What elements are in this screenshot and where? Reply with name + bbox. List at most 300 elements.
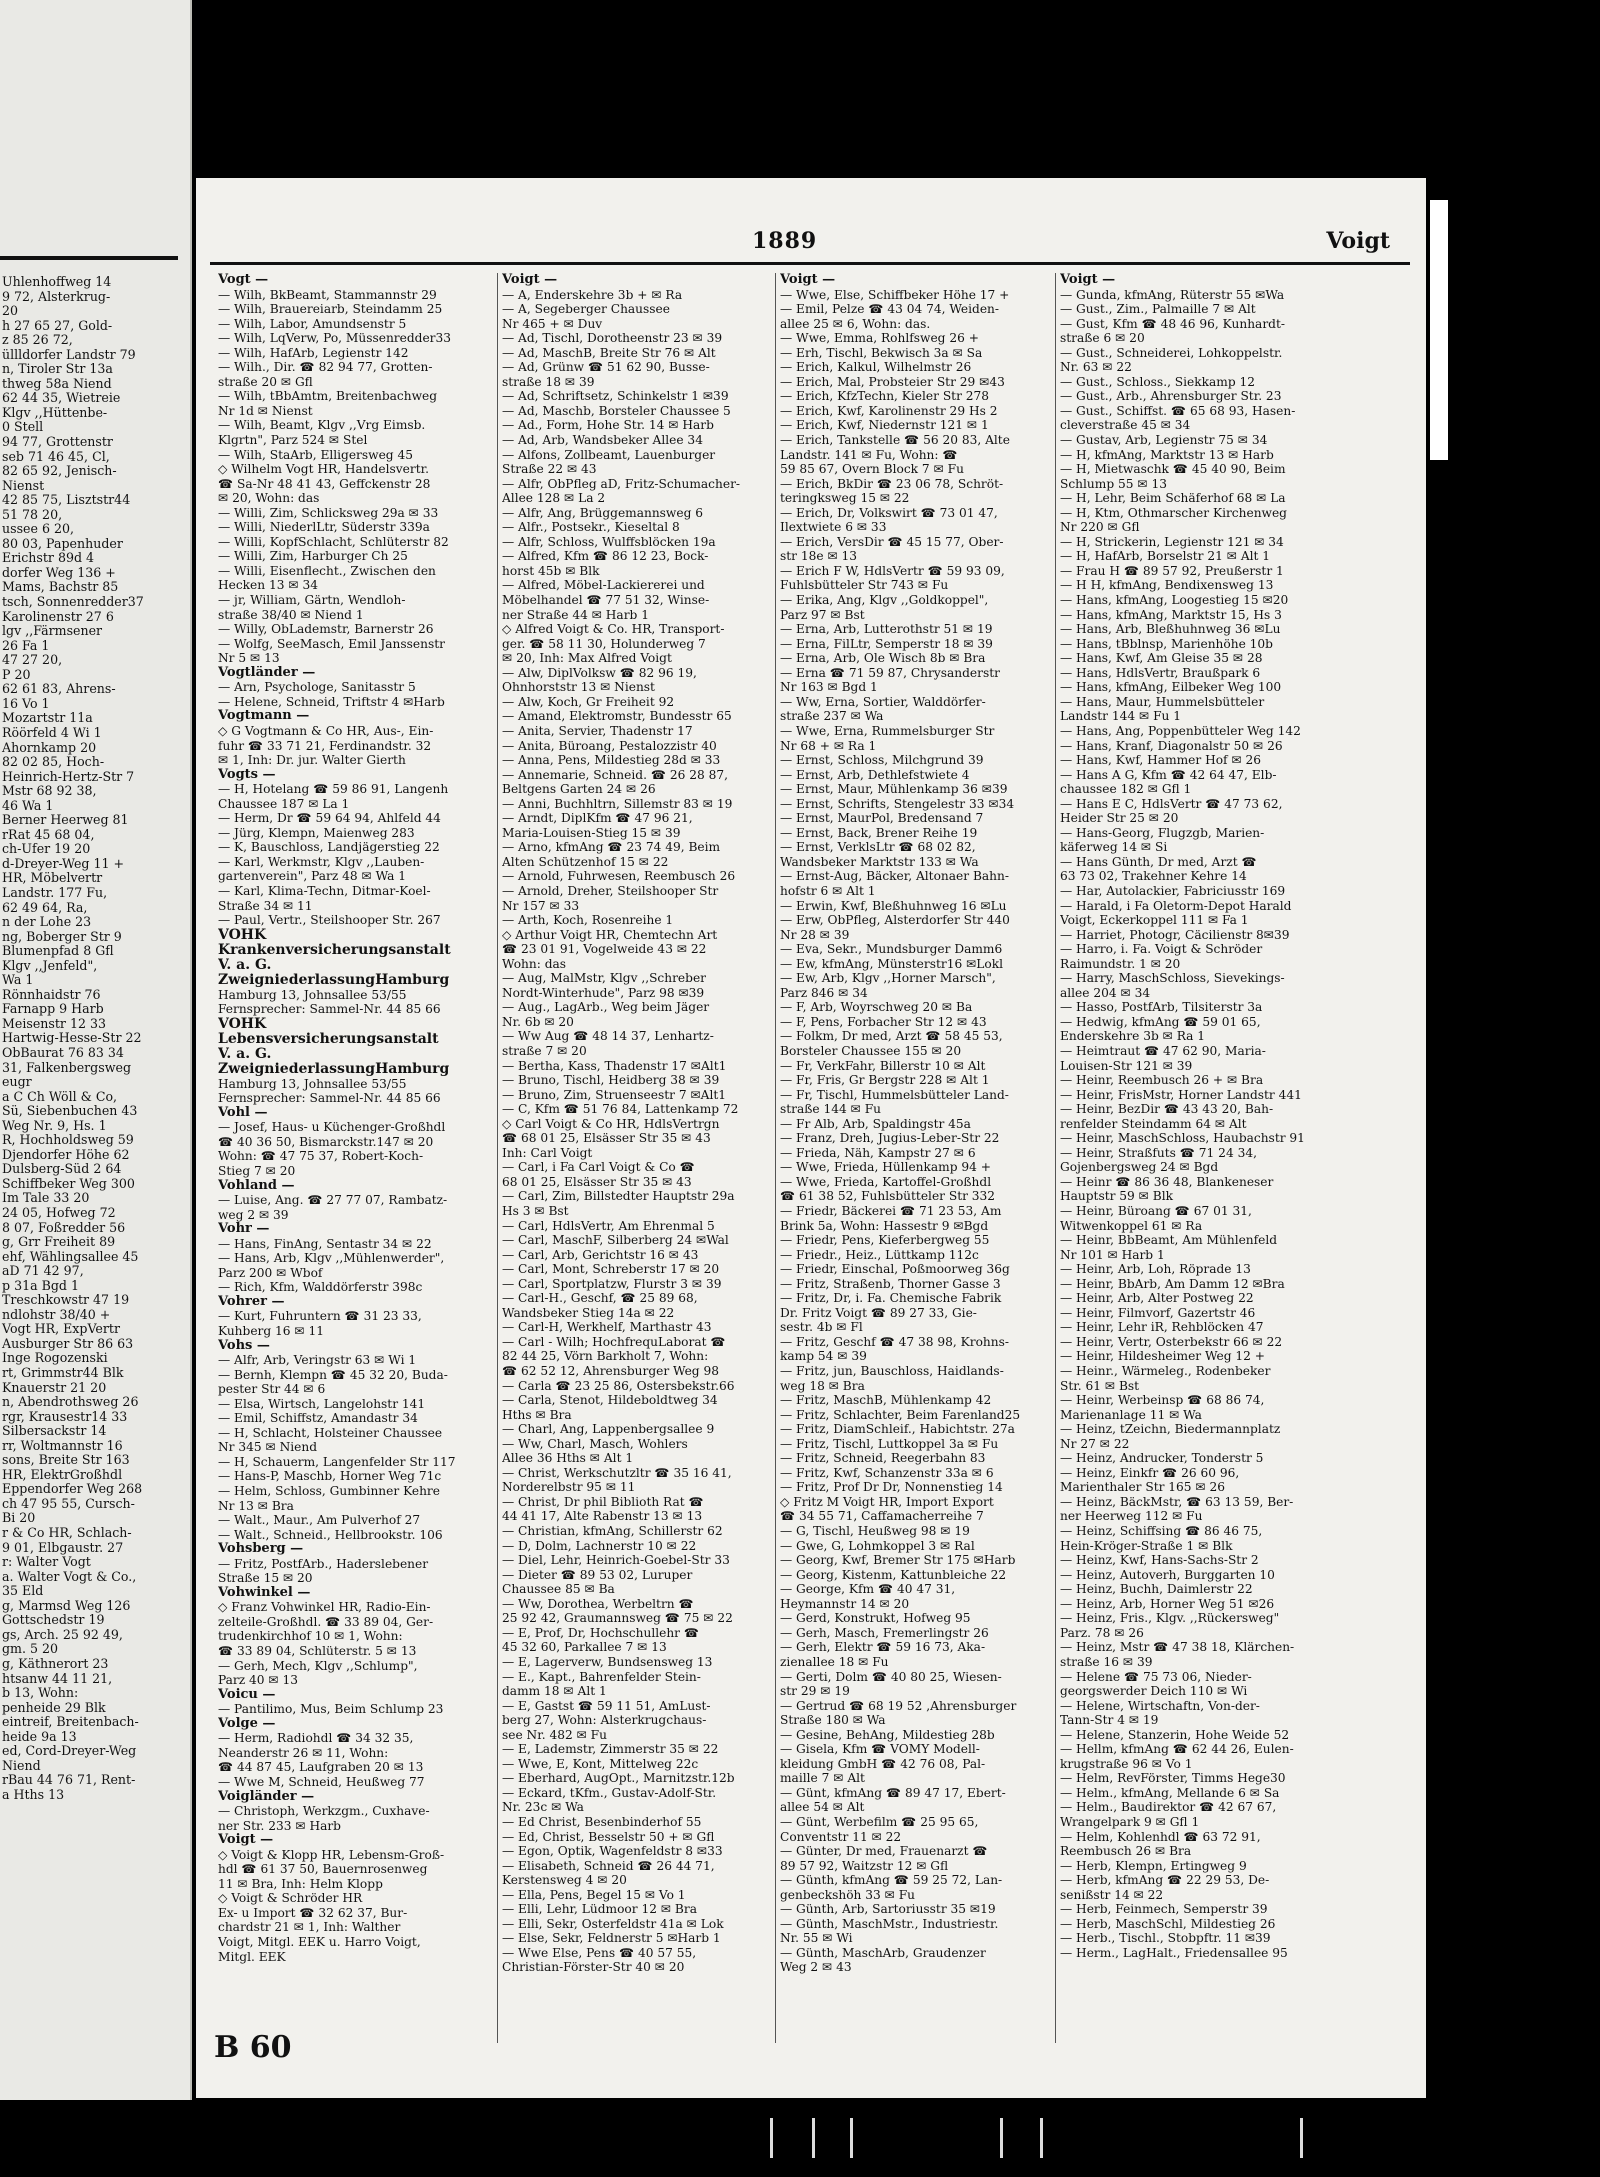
previous-page-line: HR, ElektrGroßhdl <box>2 1467 123 1482</box>
directory-entry: Reembusch 26 ✉ Bra <box>1060 1844 1192 1859</box>
directory-column-2 <box>497 273 770 2043</box>
previous-page-line: Meisenstr 12 33 <box>2 1016 107 1031</box>
directory-entry: Landstr. 141 ✉ Fu, Wohn: ☎ <box>780 447 958 462</box>
directory-entry: — Harro, i. Fa. Voigt & Schröder <box>1060 942 1263 957</box>
directory-entry: — Heinr, Straßfuts ☎ 71 24 34, <box>1060 1145 1257 1160</box>
directory-entry: straße 7 ✉ 20 <box>502 1043 587 1058</box>
directory-entry: — Wilh, HafArb, Legienstr 142 <box>218 345 409 360</box>
directory-entry: Hamburg 13, Johnsallee 53/55 <box>218 987 407 1002</box>
directory-entry: — Ad, Tischl, Dorotheenstr 23 ✉ 39 <box>502 331 723 346</box>
directory-entry: VOHK <box>218 1016 267 1032</box>
previous-page-line: ch 47 95 55, Cursch- <box>2 1496 135 1511</box>
directory-entry: — Hans Günth, Dr med, Arzt ☎ <box>1060 854 1257 869</box>
previous-page-line: 31, Falkenbergsweg <box>2 1060 131 1075</box>
directory-entry: — Heinr, BbBeamt, Am Mühlenfeld <box>1060 1233 1278 1248</box>
directory-entry: — Heinr, Vertr, Osterbekstr 66 ✉ 22 <box>1060 1334 1283 1349</box>
directory-entry: Brink 5a, Wohn: Hassestr 9 ✉Bgd <box>780 1218 989 1233</box>
directory-entry: Vohs — <box>218 1338 270 1353</box>
directory-entry: Nr 1d ✉ Nienst <box>218 403 313 418</box>
directory-entry: ger. ☎ 58 11 30, Holunderweg 7 <box>502 636 706 651</box>
directory-entry: — Hans, kfmAng, Marktstr 15, Hs 3 <box>1060 607 1282 622</box>
directory-entry: ZweigniederlassungHamburg <box>218 972 450 988</box>
previous-page-line: Eppendorfer Weg 268 <box>2 1482 143 1497</box>
directory-entry: — Wwe, Emma, Rohlfsweg 26 + <box>780 331 979 346</box>
directory-entry: — Walt., Schneid., Hellbrookstr. 106 <box>218 1527 443 1542</box>
directory-entry: ☎ 44 87 45, Laufgraben 20 ✉ 13 <box>218 1760 424 1775</box>
directory-entry: Straße 34 ✉ 11 <box>218 898 313 913</box>
directory-entry: — Fritz, Prof Dr Dr, Nonnenstieg 14 <box>780 1480 1003 1495</box>
directory-entry: fuhr ☎ 33 71 21, Ferdinandstr. 32 <box>218 738 432 753</box>
previous-page-line: b 13, Wohn: <box>2 1686 79 1701</box>
directory-entry: — Helene, Stanzerin, Hohe Weide 52 <box>1060 1727 1290 1742</box>
directory-entry: Parz 40 ✉ 13 <box>218 1673 299 1688</box>
directory-entry: — Gust., Schneiderei, Lohkoppelstr. <box>1060 345 1283 360</box>
directory-entry: straße 144 ✉ Fu <box>780 1102 881 1117</box>
previous-page-line: ng, Boberger Str 9 <box>2 929 122 944</box>
directory-entry: weg 2 ✉ 39 <box>218 1207 289 1222</box>
directory-entry: ◇ Fritz M Voigt HR, Import Export <box>780 1494 994 1509</box>
directory-entry: 45 32 60, Parkallee 7 ✉ 13 <box>502 1640 667 1655</box>
running-head: Voigt <box>1326 228 1390 254</box>
directory-entry: Voigt — <box>502 273 558 287</box>
directory-entry: Nr 157 ✉ 33 <box>502 898 580 913</box>
directory-entry: — Heinz, Einkfr ☎ 26 60 96, <box>1060 1465 1240 1480</box>
previous-page-line: 82 65 92, Jenisch- <box>2 464 117 479</box>
directory-entry: — Hans E C, HdlsVertr ☎ 47 73 62, <box>1060 796 1283 811</box>
directory-column-1 <box>218 273 486 2043</box>
directory-entry: — Wilh, Beamt, Klgv ,,Vrg Eimsb. <box>218 418 426 433</box>
directory-entry: — Kurt, Fuhruntern ☎ 31 23 33, <box>218 1309 422 1324</box>
previous-page-line: 35 Eld <box>2 1584 44 1599</box>
previous-page-line: 82 02 85, Hoch- <box>2 755 105 770</box>
directory-entry: — Fritz, jun, Bauschloss, Haidlands- <box>780 1364 1004 1379</box>
directory-entry: — Ella, Pens, Begel 15 ✉ Vo 1 <box>502 1887 686 1902</box>
directory-entry: Parz 846 ✉ 34 <box>780 985 868 1000</box>
directory-entry: Krankenversicherungsanstalt <box>218 942 451 958</box>
directory-entry: — Fritz, Dr, i. Fa. Chemische Fabrik <box>780 1291 1002 1306</box>
previous-page-line: üllldorfer Landstr 79 <box>2 347 136 362</box>
directory-entry: — Günter, Dr med, Frauenarzt ☎ <box>780 1844 988 1859</box>
directory-entry: — Herm, Dr ☎ 59 64 94, Ahlfeld 44 <box>218 811 441 826</box>
previous-page-line: R, Hochholdsweg 59 <box>2 1133 134 1148</box>
directory-entry: str 18e ✉ 13 <box>780 549 858 564</box>
directory-entry: — Herb, MaschSchl, Mildestieg 26 <box>1060 1916 1276 1931</box>
directory-entry: Mitgl. EEK <box>218 1949 286 1964</box>
directory-entry: Voigländer — <box>218 1789 315 1804</box>
directory-entry: — Willi, KopfSchlacht, Schlüterstr 82 <box>218 534 449 549</box>
directory-entry: — Gust., Schiffst. ☎ 65 68 93, Hasen- <box>1060 403 1296 418</box>
previous-page-line: 62 61 83, Ahrens- <box>2 682 116 697</box>
previous-page-line: g, Grr Freiheit 89 <box>2 1235 116 1250</box>
directory-entry: Nr 13 ✉ Bra <box>218 1498 294 1513</box>
directory-entry: — Anna, Pens, Mildestieg 28d ✉ 33 <box>502 753 721 768</box>
directory-entry: — Heinr, MaschSchloss, Haubachstr 91 <box>1060 1131 1305 1146</box>
previous-page-line: eugr <box>2 1075 32 1090</box>
directory-entry: 68 01 25, Elsässer Str 35 ✉ 43 <box>502 1174 692 1189</box>
directory-entry: — Heinz, Buchh, Daimlerstr 22 <box>1060 1582 1253 1597</box>
directory-entry: — Jürg, Klempn, Maienweg 283 <box>218 825 415 840</box>
previous-page-line: seb 71 46 45, Cl, <box>2 449 110 464</box>
previous-page-line: Bi 20 <box>2 1511 36 1526</box>
directory-entry: — Erich, Dr, Volkswirt ☎ 73 01 47, <box>780 505 998 520</box>
directory-entry: — Ww, Dorothea, Werbeltrn ☎ <box>502 1596 694 1611</box>
directory-entry: Raimundstr. 1 ✉ 20 <box>1060 956 1181 971</box>
directory-entry: Wandsbeker Marktstr 133 ✉ Wa <box>780 854 979 869</box>
previous-page-line: Djendorfer Höhe 62 <box>2 1147 130 1162</box>
directory-entry: Fernsprecher: Sammel-Nr. 44 85 66 <box>218 1002 441 1017</box>
directory-entry: Schlump 55 ✉ 13 <box>1060 476 1167 491</box>
directory-entry: Allee 128 ✉ La 2 <box>502 491 606 506</box>
directory-entry: — Heinr, BezDir ☎ 43 43 20, Bah- <box>1060 1102 1274 1117</box>
directory-entry: — Friedr, Pens, Kieferbergweg 55 <box>780 1233 990 1248</box>
directory-entry: Nr. 23c ✉ Wa <box>502 1800 584 1815</box>
previous-page-line: Klgv ,,Jenfeld", <box>2 958 98 973</box>
directory-entry: ☎ 62 52 12, Ahrensburger Weg 98 <box>502 1364 719 1379</box>
directory-entry: — Anni, Buchhltrn, Sillemstr 83 ✉ 19 <box>502 796 733 811</box>
previous-page-line: Rönnhaidstr 76 <box>2 987 101 1002</box>
directory-entry: — Erna, Arb, Lutterothstr 51 ✉ 19 <box>780 622 993 637</box>
previous-page-line: ehf, Wählingsallee 45 <box>2 1249 139 1264</box>
directory-entry: — Wolfg, SeeMasch, Emil Janssenstr <box>218 636 445 651</box>
directory-entry: — Wilh, BkBeamt, Stammannstr 29 <box>218 287 437 302</box>
directory-entry: — Friedr, Einschal, Poßmoorweg 36g <box>780 1262 1010 1277</box>
directory-entry: — Günt, kfmAng ☎ 89 47 17, Ebert- <box>780 1785 1006 1800</box>
directory-entry: Parz 200 ✉ Wbof <box>218 1265 323 1280</box>
previous-page-line: Erichstr 89d 4 <box>2 551 95 566</box>
directory-entry: ☎ 23 01 91, Vogelweide 43 ✉ 22 <box>502 942 707 957</box>
previous-page-line: ed, Cord-Dreyer-Weg <box>2 1744 137 1759</box>
directory-entry: ◇ Franz Vohwinkel HR, Radio-Ein- <box>218 1600 431 1615</box>
previous-page-line: thweg 58a Niend <box>2 376 112 391</box>
directory-entry: kleidung GmbH ☎ 42 76 08, Pal- <box>780 1756 986 1771</box>
directory-entry: V. a. G. <box>218 957 272 973</box>
previous-page-line: Mozartstr 11a <box>2 711 93 726</box>
directory-entry: — Hans, Kwf, Hammer Hof ✉ 26 <box>1060 753 1262 768</box>
directory-entry: — jr, William, Gärtn, Wendloh- <box>218 593 406 608</box>
directory-entry: — Ernst, Schloss, Milchgrund 39 <box>780 753 984 768</box>
directory-entry: — Gust., Zim., Palmaille 7 ✉ Alt <box>1060 302 1256 317</box>
previous-page-line: sons, Breite Str 163 <box>2 1453 130 1468</box>
directory-entry: ◇ Wilhelm Vogt HR, Handelsvertr. <box>218 462 429 477</box>
directory-entry: 25 92 42, Graumannsweg ☎ 75 ✉ 22 <box>502 1611 733 1626</box>
directory-entry: — Ed Christ, Besenbinderhof 55 <box>502 1814 702 1829</box>
directory-entry: Ohnhorststr 13 ✉ Nienst <box>502 680 655 695</box>
previous-page-line: 26 Fa 1 <box>2 638 50 653</box>
directory-entry: — Fritz, Kwf, Schanzenstr 33a ✉ 6 <box>780 1465 994 1480</box>
previous-page-line: 20 <box>2 304 19 319</box>
previous-page-line: eintreif, Breitenbach- <box>2 1715 139 1730</box>
directory-entry: — Christian, kfmAng, Schillerstr 62 <box>502 1524 723 1539</box>
directory-entry: — Fritz, MaschB, Mühlenkamp 42 <box>780 1393 992 1408</box>
directory-entry: — H, Mietwaschk ☎ 45 40 90, Beim <box>1060 462 1286 477</box>
directory-entry: georgswerder Deich 110 ✉ Wi <box>1060 1684 1248 1699</box>
previous-page-line: Im Tale 33 20 <box>2 1191 90 1206</box>
directory-entry: ☎ 33 89 04, Schlüterstr. 5 ✉ 13 <box>218 1644 417 1659</box>
directory-entry: — H, Strickerin, Legienstr 121 ✉ 34 <box>1060 534 1284 549</box>
directory-entry: — Fr, Tischl, Hummelsbütteler Land- <box>780 1087 1009 1102</box>
directory-entry: — Wwe, Frieda, Hüllenkamp 94 + <box>780 1160 992 1175</box>
directory-entry: renfelder Steindamm 64 ✉ Alt <box>1060 1116 1247 1131</box>
directory-entry: V. a. G. <box>218 1046 272 1062</box>
directory-entry: — H, Schauerm, Langenfelder Str 117 <box>218 1454 456 1469</box>
directory-entry: — Gerh, Elektr ☎ 59 16 73, Aka- <box>780 1640 986 1655</box>
directory-entry: Fuhlsbütteler Str 743 ✉ Fu <box>780 578 949 593</box>
directory-entry: hofstr 6 ✉ Alt 1 <box>780 883 876 898</box>
directory-entry: Fernsprecher: Sammel-Nr. 44 85 66 <box>218 1091 441 1106</box>
directory-entry: Voicu — <box>218 1687 276 1702</box>
directory-entry: 63 73 02, Trakehner Kehre 14 <box>1060 869 1247 884</box>
directory-entry: ner Straße 44 ✉ Harb 1 <box>502 607 649 622</box>
previous-page-line: ussee 6 20, <box>2 522 74 537</box>
directory-entry: — Alfred, Möbel-Lackiererei und <box>502 578 705 593</box>
directory-entry: trudenkirchhof 10 ✉ 1, Wohn: <box>218 1629 403 1644</box>
previous-page-line: a C Ch Wöll & Co, <box>2 1089 118 1104</box>
directory-entry: Nr 465 + ✉ Duv <box>502 316 603 331</box>
directory-entry: — Erich, Mal, Probsteier Str 29 ✉43 <box>780 374 1005 389</box>
previous-page-line: 9 72, Alsterkrug- <box>2 289 111 304</box>
directory-entry: — Eva, Sekr., Mundsburger Damm6 <box>780 942 1003 957</box>
directory-entry: — Gesine, BehAng, Mildestieg 28b <box>780 1727 995 1742</box>
directory-entry: — Herb, Feinmech, Semperstr 39 <box>1060 1902 1268 1917</box>
header-rule <box>210 262 1410 265</box>
directory-entry: — Hans, Maur, Hummelsbütteler <box>1060 694 1265 709</box>
directory-entry: — Hedwig, kfmAng ☎ 59 01 65, <box>1060 1014 1261 1029</box>
directory-entry: sestr. 4b ✉ Fl <box>780 1320 863 1335</box>
directory-entry: — Carl - Wilh; HochfrequLaborat ☎ <box>502 1334 726 1349</box>
directory-entry: straße 38/40 ✉ Niend 1 <box>218 607 364 622</box>
previous-page-line: Klgv ,,Hüttenbe- <box>2 405 108 420</box>
directory-entry: — Hans, kfmAng, Loogestieg 15 ✉20 <box>1060 593 1289 608</box>
directory-entry: — E, Prof, Dr, Hochschullehr ☎ <box>502 1625 700 1640</box>
directory-entry: krugstraße 96 ✉ Vo 1 <box>1060 1756 1193 1771</box>
previous-page-line: Silbersackstr 14 <box>2 1424 107 1439</box>
directory-entry: genbeckshöh 33 ✉ Fu <box>780 1887 916 1902</box>
directory-entry: — Heinr, BbArb, Am Damm 12 ✉Bra <box>1060 1276 1285 1291</box>
directory-entry: Vohland — <box>218 1178 295 1193</box>
directory-entry: ◇ Voigt & Klopp HR, Lebensm-Groß- <box>218 1847 445 1862</box>
directory-entry: allee 25 ✉ 6, Wohn: das. <box>780 316 931 331</box>
directory-entry: — Fr, VerkFahr, Billerstr 10 ✉ Alt <box>780 1058 986 1073</box>
directory-entry: — Erna, FilLtr, Semperstr 18 ✉ 39 <box>780 636 993 651</box>
directory-entry: — Hans, Kwf, Am Gleise 35 ✉ 28 <box>1060 651 1263 666</box>
directory-entry: — Willi, NiederlLtr, Süderstr 339a <box>218 520 430 535</box>
previous-page-line: gm. 5 20 <box>2 1642 59 1657</box>
directory-entry: — Alw, Koch, Gr Freiheit 92 <box>502 694 675 709</box>
directory-entry: — Heinr., Wärmeleg., Rodenbeker <box>1060 1364 1271 1379</box>
directory-entry: Vohr — <box>218 1222 270 1237</box>
directory-entry: — Paul, Vertr., Steilshooper Str. 267 <box>218 913 441 928</box>
directory-entry: — Bruno, Tischl, Heidberg 38 ✉ 39 <box>502 1073 720 1088</box>
previous-page-line: Röörfeld 4 Wi 1 <box>2 725 102 740</box>
directory-entry: — Arn, Psychologe, Sanitasstr 5 <box>218 680 416 695</box>
directory-entry: — Gisela, Kfm ☎ VOMY Modell- <box>780 1742 980 1757</box>
directory-entry: — Günth, MaschMstr., Industriestr. <box>780 1916 999 1931</box>
directory-entry: — E, Lagerverw, Bundsensweg 13 <box>502 1654 713 1669</box>
directory-entry: — Fritz, PostfArb., Haderslebener <box>218 1556 429 1571</box>
directory-entry: — Fritz, Tischl, Luttkoppel 3a ✉ Fu <box>780 1436 999 1451</box>
directory-entry: Neanderstr 26 ✉ 11, Wohn: <box>218 1745 389 1760</box>
directory-entry: — Christoph, Werkzgm., Cuxhave- <box>218 1804 430 1819</box>
directory-entry: ✉ 20, Wohn: das <box>218 491 320 506</box>
directory-entry: — Heinz, Schiffsing ☎ 86 46 75, <box>1060 1524 1263 1539</box>
previous-page-line: rt, Grimmstr44 Blk <box>2 1366 124 1381</box>
directory-entry: damm 18 ✉ Alt 1 <box>502 1684 607 1699</box>
directory-entry: — Alfr, ObPfleg aD, Fritz-Schumacher- <box>502 476 741 491</box>
directory-entry: Nr 27 ✉ 22 <box>1060 1436 1130 1451</box>
directory-entry: Wohn: ☎ 47 75 37, Robert-Koch- <box>218 1149 424 1164</box>
directory-entry: — Willi, Zim, Schlicksweg 29a ✉ 33 <box>218 505 439 520</box>
directory-entry: — Heinr, Arb, Alter Postweg 22 <box>1060 1291 1254 1306</box>
directory-entry: — Harriet, Photogr, Cäcilienstr 8✉39 <box>1060 927 1290 942</box>
directory-entry: Vogtmann — <box>218 709 310 724</box>
previous-page-line: Vogt HR, ExpVertr <box>2 1322 120 1337</box>
directory-entry: — H, Lehr, Beim Schäferhof 68 ✉ La <box>1060 491 1286 506</box>
directory-entry: — Ernst, Schrifts, Stengelestr 33 ✉34 <box>780 796 1015 811</box>
previous-page-line: n der Lohe 23 <box>2 915 92 930</box>
directory-entry: — Gerh, Masch, Fremerlingstr 26 <box>780 1625 989 1640</box>
directory-entry: Volge — <box>218 1716 276 1731</box>
directory-entry: — Fr, Fris, Gr Bergstr 228 ✉ Alt 1 <box>780 1073 990 1088</box>
previous-page-line: aD 71 42 97, <box>2 1264 84 1279</box>
directory-entry: — Eberhard, AugOpt., Marnitzstr.12b <box>502 1771 735 1786</box>
directory-entry: — Wilh, LqVerw, Po, Müssenredder33 <box>218 331 451 346</box>
directory-entry: — Dieter ☎ 89 53 02, Luruper <box>502 1567 693 1582</box>
directory-entry: straße 237 ✉ Wa <box>780 709 884 724</box>
previous-page-line: P 20 <box>2 667 31 682</box>
directory-entry: — Wilh., Dir. ☎ 82 94 77, Grotten- <box>218 360 433 375</box>
directory-entry: — Alw, DiplVolksw ☎ 82 96 19, <box>502 665 697 680</box>
directory-entry: — Gust, Kfm ☎ 48 46 96, Kunhardt- <box>1060 316 1285 331</box>
directory-entry: — Hasso, PostfArb, Tilsiterstr 3a <box>1060 1000 1263 1015</box>
previous-page-line: 9 01, Elbgaustr. 27 <box>2 1540 124 1555</box>
directory-entry: — Bertha, Kass, Thadenstr 17 ✉Alt1 <box>502 1058 727 1073</box>
previous-page-line: tsch, Sonnenredder37 <box>2 595 144 610</box>
directory-entry: — Aug, MalMstr, Klgv ,,Schreber <box>502 971 706 986</box>
directory-entry: — Alfred, Kfm ☎ 86 12 23, Bock- <box>502 549 709 564</box>
directory-entry: — George, Kfm ☎ 40 47 31, <box>780 1582 956 1597</box>
directory-entry: — Diel, Lehr, Heinrich-Goebel-Str 33 <box>502 1553 730 1568</box>
directory-entry: Borsteler Chaussee 155 ✉ 20 <box>780 1043 962 1058</box>
directory-entry: — Heinr, Lehr iR, Rehblöcken 47 <box>1060 1320 1264 1335</box>
previous-page-line: Weg Nr. 9, Hs. 1 <box>2 1118 107 1133</box>
directory-entry: — Wilh, Labor, Amundsenstr 5 <box>218 316 407 331</box>
directory-entry: Chaussee 187 ✉ La 1 <box>218 796 350 811</box>
directory-entry: 44 41 17, Alte Rabenstr 13 ✉ 13 <box>502 1509 703 1524</box>
directory-entry: Wandsbeker Stieg 14a ✉ 22 <box>502 1305 675 1320</box>
previous-page-line: Sü, Siebenbuchen 43 <box>2 1104 138 1119</box>
directory-entry: — Arnold, Dreher, Steilshooper Str <box>502 883 719 898</box>
directory-entry: — Harry, MaschSchloss, Sievekings- <box>1060 971 1285 986</box>
directory-entry: — Annemarie, Schneid. ☎ 26 28 87, <box>502 767 729 782</box>
directory-entry: — Heinz, BäckMstr, ☎ 63 13 59, Ber- <box>1060 1494 1294 1509</box>
directory-entry: — Alfr., Postsekr., Kieseltal 8 <box>502 520 680 535</box>
directory-entry: Hein-Kröger-Straße 1 ✉ Blk <box>1060 1538 1233 1553</box>
directory-page <box>196 178 1426 2098</box>
directory-entry: — Gerh, Mech, Klgv ,,Schlump", <box>218 1658 418 1673</box>
directory-entry: — Erich, BkDir ☎ 23 06 78, Schröt- <box>780 476 1004 491</box>
directory-entry: 82 44 25, Vörn Barkholt 7, Wohn: <box>502 1349 709 1364</box>
directory-entry: maille 7 ✉ Alt <box>780 1771 865 1786</box>
directory-entry: straße 16 ✉ 39 <box>1060 1654 1153 1669</box>
directory-entry: — Wwe, Else, Schiffbeker Höhe 17 + <box>780 287 1010 302</box>
directory-entry: — Erich, Kalkul, Wilhelmstr 26 <box>780 360 972 375</box>
directory-entry: Voigt, Mitgl. EEK u. Harro Voigt, <box>218 1934 421 1949</box>
directory-entry: Nr 345 ✉ Niend <box>218 1440 318 1455</box>
directory-entry: — Elli, Lehr, Lüdmoor 12 ✉ Bra <box>502 1902 697 1917</box>
directory-entry: — Carla, Stenot, Hildeboldtweg 34 <box>502 1393 718 1408</box>
directory-entry: Hamburg 13, Johnsallee 53/55 <box>218 1076 407 1091</box>
directory-entry: ner Heerweg 112 ✉ Fu <box>1060 1509 1203 1524</box>
directory-entry: — F, Arb, Woyrschweg 20 ✉ Ba <box>780 1000 973 1015</box>
directory-entry: — Emil, Pelze ☎ 43 04 74, Weiden- <box>780 302 1000 317</box>
directory-entry: — Fritz, Geschf ☎ 47 38 98, Krohns- <box>780 1334 1009 1349</box>
directory-entry: ZweigniederlassungHamburg <box>218 1061 450 1077</box>
directory-entry: — Georg, Kwf, Bremer Str 175 ✉Harb <box>780 1553 1016 1568</box>
previous-page-line: 8 07, Foßredder 56 <box>2 1220 126 1235</box>
previous-page-line: Mams, Bachstr 85 <box>2 580 119 595</box>
directory-entry: — Frau H ☎ 89 57 92, Preußerstr 1 <box>1060 563 1284 578</box>
directory-entry: — Erich, VersDir ☎ 45 15 77, Ober- <box>780 534 1004 549</box>
previous-page-line: Niend <box>2 1758 41 1773</box>
directory-entry: — Heinr, Werbeinsp ☎ 68 86 74, <box>1060 1393 1265 1408</box>
directory-entry: Vohrer — <box>218 1294 285 1309</box>
directory-entry: — Günt, Werbefilm ☎ 25 95 65, <box>780 1814 979 1829</box>
directory-entry: — Heinz, Fris., Klgv. ,,Rückersweg" <box>1060 1611 1280 1626</box>
previous-page-line: 62 44 35, Wietreie <box>2 391 121 406</box>
directory-entry: Norderelbstr 95 ✉ 11 <box>502 1480 636 1495</box>
directory-entry: Hs 3 ✉ Bst <box>502 1204 569 1218</box>
previous-page-line: Gottschedstr 19 <box>2 1613 105 1628</box>
directory-entry: Tann-Str 4 ✉ 19 <box>1060 1713 1159 1728</box>
directory-entry: — Carl, Sportplatzw, Flurstr 3 ✉ 39 <box>502 1276 722 1291</box>
directory-entry: — Günth, MaschArb, Graudenzer <box>780 1945 986 1960</box>
previous-page-line: p 31a Bgd 1 <box>2 1278 79 1293</box>
previous-page-line: dorfer Weg 136 + <box>2 565 116 580</box>
directory-entry: — Erh, Tischl, Bekwisch 3a ✉ Sa <box>780 345 983 360</box>
previous-page-line: Knauerstr 21 20 <box>2 1380 107 1395</box>
scan-border <box>1426 0 1600 2177</box>
directory-entry: — Else, Sekr, Feldnerstr 5 ✉Harb 1 <box>502 1931 721 1946</box>
directory-entry: — Hans A G, Kfm ☎ 42 64 47, Elb- <box>1060 767 1277 782</box>
directory-entry: Nr 5 ✉ 13 <box>218 651 280 666</box>
previous-page-line: ObBaurat 76 83 34 <box>2 1045 124 1060</box>
previous-page-line: n, Abendrothsweg 26 <box>2 1395 139 1410</box>
directory-entry: — Eckard, tKfm., Gustav-Adolf-Str. <box>502 1785 717 1800</box>
directory-entry: — Ernst, Back, Brener Reihe 19 <box>780 825 978 840</box>
directory-entry: — Arth, Koch, Rosenreihe 1 <box>502 913 674 928</box>
directory-entry: — Karl, Klima-Techn, Ditmar-Koel- <box>218 883 431 898</box>
previous-page-rule <box>0 256 178 260</box>
directory-entry: Christian-Förster-Str 40 ✉ 20 <box>502 1960 685 1975</box>
directory-column-3 <box>775 273 1048 2043</box>
previous-page-line: rBau 44 76 71, Rent- <box>2 1773 136 1788</box>
directory-entry: — Carla ☎ 23 25 86, Ostersbekstr.66 <box>502 1378 735 1393</box>
directory-entry: — Heinr ☎ 86 36 48, Blankeneser <box>1060 1174 1274 1189</box>
directory-entry: — Erich, Kwf, Niedernstr 121 ✉ 1 <box>780 418 989 433</box>
directory-entry: — Helene, Wirtschaftn, Von-der- <box>1060 1698 1260 1713</box>
directory-entry: Hauptstr 59 ✉ Blk <box>1060 1189 1174 1204</box>
directory-entry: straße 20 ✉ Gfl <box>218 374 313 389</box>
directory-entry: — Ad., Form, Hohe Str. 14 ✉ Harb <box>502 418 714 433</box>
previous-page-line: Schiffbeker Weg 300 <box>2 1176 135 1191</box>
previous-page-text <box>0 275 188 1802</box>
directory-entry: Alten Schützenhof 15 ✉ 22 <box>502 854 669 869</box>
directory-entry: — Georg, Kistenm, Kattunbleiche 22 <box>780 1567 1007 1582</box>
directory-entry: — Ad, Arb, Wandsbeker Allee 34 <box>502 433 703 448</box>
directory-entry: str 29 ✉ 19 <box>780 1684 850 1699</box>
directory-entry: — Hellm, kfmAng ☎ 62 44 26, Eulen- <box>1060 1742 1294 1757</box>
directory-entry: Conventstr 11 ✉ 22 <box>780 1829 902 1844</box>
